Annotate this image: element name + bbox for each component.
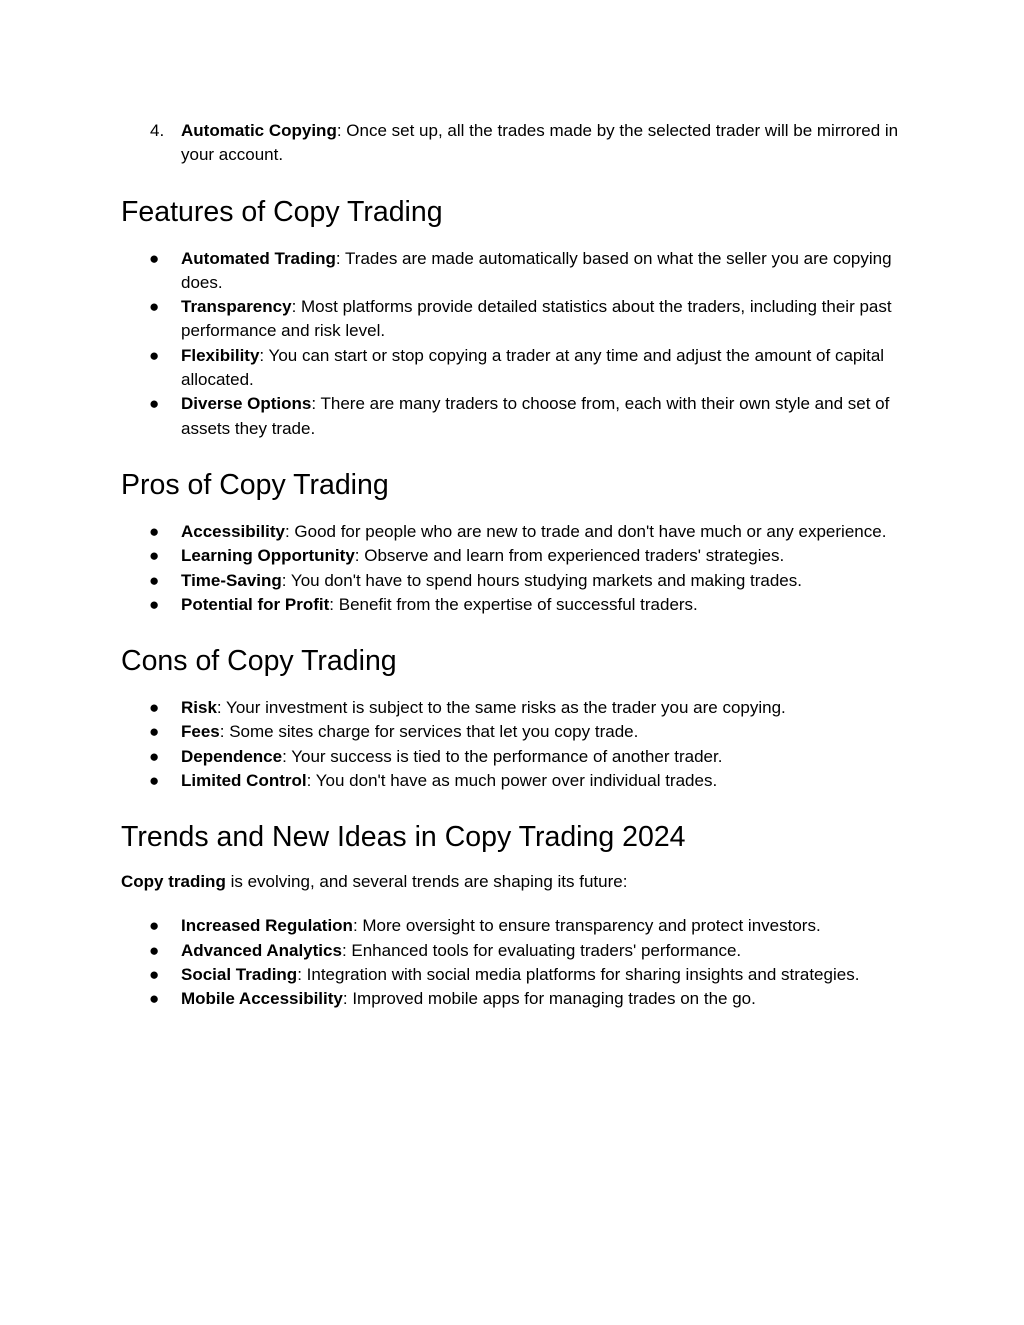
list-item-text: : Once set up, all the trades made by the selected trader will be mirrored in your account.	[181, 121, 899, 165]
bullet-icon: ●	[149, 964, 160, 984]
section-heading: Cons of Copy Trading	[121, 645, 397, 678]
list-item-term: Transparency	[181, 297, 292, 317]
bullet-icon: ●	[149, 248, 160, 268]
list-item-text: : Improved mobile apps for managing trades on the go.	[342, 989, 756, 1009]
list-item-text: : More oversight to ensure transparency and protect investors.	[352, 916, 821, 936]
bullet-icon: ●	[149, 916, 160, 936]
intro-term: Copy trading	[121, 872, 226, 892]
list-item	[121, 963, 904, 987]
bullet-list	[121, 696, 904, 793]
list-item-term: Limited Control	[181, 771, 307, 791]
list-item	[121, 247, 904, 296]
list-item-term: Fees	[181, 722, 220, 742]
list-number: 4.	[150, 121, 165, 140]
list-item	[121, 593, 904, 617]
features-section	[121, 195, 904, 441]
section-heading: Pros of Copy Trading	[121, 468, 389, 501]
bullet-icon: ●	[149, 570, 160, 590]
list-item	[121, 696, 904, 720]
bullet-icon: ●	[149, 722, 160, 742]
bullet-icon: ●	[149, 746, 160, 766]
list-item-text: : There are many traders to choose from, each with their own style and set of assets they trade.	[181, 394, 890, 438]
list-item	[121, 119, 904, 168]
list-item-term: Advanced Analytics	[181, 940, 342, 960]
list-item	[121, 544, 904, 568]
list-item	[121, 987, 904, 1011]
list-item-text: : Trades are made automatically based on what the seller you are copying does.	[181, 248, 892, 292]
list-item-term: Learning Opportunity	[181, 546, 355, 566]
list-item-text: : You can start or stop copying a trader at any time and adjust the amount of capital allocated.	[181, 345, 885, 390]
bullet-icon: ●	[149, 594, 160, 614]
list-item-term: Dependence	[181, 746, 283, 766]
list-item-text: : Your success is tied to the performance of another trader.	[282, 746, 723, 766]
bullet-icon: ●	[149, 297, 160, 317]
list-item-text: : Integration with social media platforms for sharing insights and strategies.	[297, 964, 860, 984]
list-item	[121, 520, 904, 544]
list-item-text: : You don't have to spend hours studying markets and making trades.	[281, 570, 802, 590]
list-item	[121, 914, 904, 938]
list-item	[121, 392, 904, 441]
bullet-icon: ●	[149, 394, 160, 414]
numbered-list	[121, 119, 904, 168]
list-item-text: : Most platforms provide detailed statistics about the traders, including their past performance and risk level.	[181, 297, 892, 341]
bullet-icon: ●	[149, 345, 160, 365]
list-item-text: : You don't have as much power over individual trades.	[306, 771, 718, 791]
bullet-icon: ●	[149, 940, 160, 960]
list-item-text: : Benefit from the expertise of successful traders.	[329, 594, 698, 614]
list-item	[121, 295, 904, 344]
list-item-term: Social Trading	[181, 964, 298, 984]
bullet-icon: ●	[149, 521, 160, 541]
intro-text: is evolving, and several trends are shaping its future:	[225, 872, 628, 892]
list-item	[121, 720, 904, 744]
list-item-term: Flexibility	[181, 345, 260, 365]
bullet-icon: ●	[149, 698, 160, 718]
list-item-term: Increased Regulation	[181, 916, 353, 936]
list-item-text: : Some sites charge for services that let you copy trade.	[219, 722, 639, 742]
list-item-term: Mobile Accessibility	[181, 989, 343, 1009]
bullet-list	[121, 914, 904, 1011]
pros-section	[121, 468, 904, 617]
bullet-icon: ●	[149, 989, 160, 1009]
list-item-term: Diverse Options	[181, 394, 312, 414]
list-item-term: Risk	[181, 698, 217, 718]
list-item-term: Automated Trading	[181, 248, 336, 268]
bullet-list	[121, 520, 904, 617]
list-item-text: : Enhanced tools for evaluating traders' performance.	[341, 940, 742, 960]
list-item	[121, 745, 904, 769]
list-item	[121, 344, 904, 393]
section-heading: Features of Copy Trading	[121, 195, 443, 228]
trends-section	[121, 820, 904, 1011]
bullet-icon: ●	[149, 771, 160, 791]
bullet-icon: ●	[149, 546, 160, 566]
list-item-term: Time-Saving	[181, 570, 282, 590]
list-item-term: Automatic Copying	[181, 121, 337, 140]
list-item	[121, 769, 904, 793]
list-item-term: Accessibility	[181, 521, 285, 541]
list-item-text: : Your investment is subject to the same risks as the trader you are copying.	[216, 698, 786, 718]
bullet-list	[121, 247, 904, 441]
list-item-term: Potential for Profit	[181, 594, 330, 614]
list-item-text: : Good for people who are new to trade and don't have much or any experience.	[284, 521, 887, 541]
list-item	[121, 939, 904, 963]
list-item-text: : Observe and learn from experienced traders' strategies.	[354, 546, 785, 566]
intro-paragraph	[121, 870, 904, 894]
section-heading: Trends and New Ideas in Copy Trading 2024	[121, 821, 686, 854]
list-item	[121, 569, 904, 593]
cons-section	[121, 644, 904, 793]
